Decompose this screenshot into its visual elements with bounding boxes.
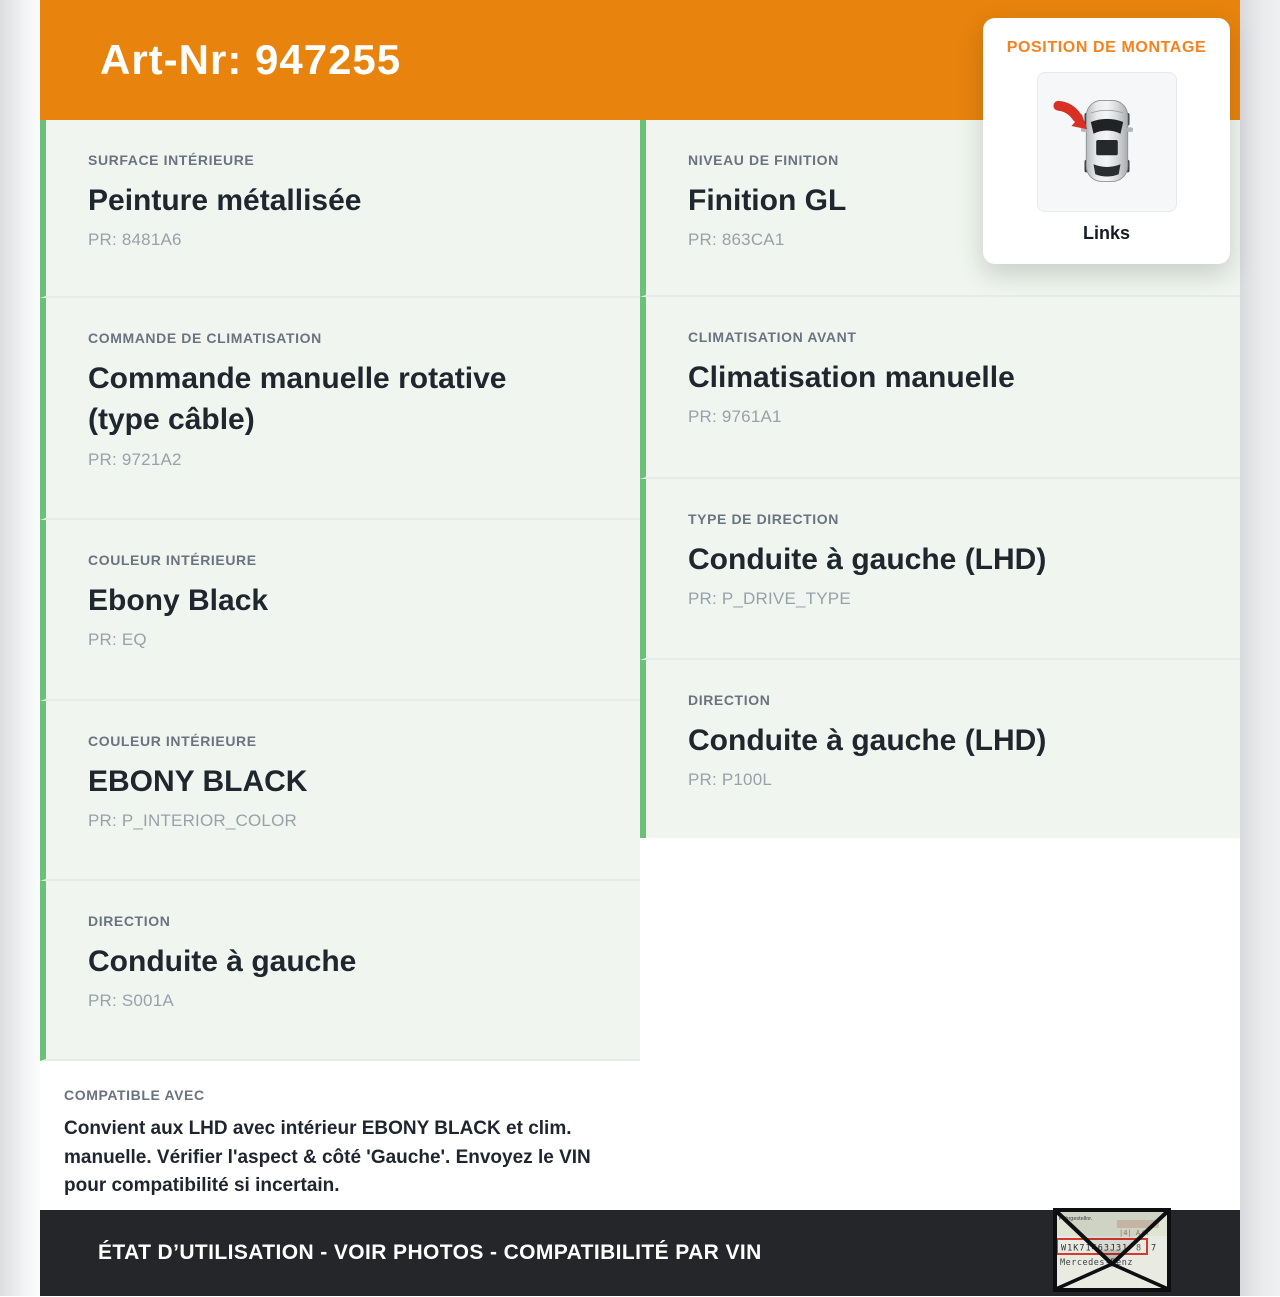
attribute-label: NIVEAU DE FINITION bbox=[688, 152, 839, 168]
envelope-icon bbox=[1053, 1216, 1171, 1296]
compatibility-text: Convient aux LHD avec intérieur EBONY BLACK et clim. manuelle. Vérifier l'aspect & côté 'Gauche'. Envoyez le VIN pour compatibilité si incertain. bbox=[64, 1118, 591, 1196]
attribute-pr-code: PR: P_DRIVE_TYPE bbox=[688, 589, 851, 609]
mounting-position-label: POSITION DE MONTAGE bbox=[1006, 39, 1207, 56]
attribute-card-commande-climatisation bbox=[40, 298, 640, 520]
attribute-card-direction-lhd bbox=[640, 660, 1240, 838]
page-gutter-right bbox=[1240, 0, 1280, 1296]
attribute-pr-code: PR: P100L bbox=[688, 770, 773, 790]
attribute-pr-code: PR: 8481A6 bbox=[88, 230, 182, 250]
attribute-value: Finition GL bbox=[688, 184, 847, 217]
attribute-label: DIRECTION bbox=[88, 913, 171, 929]
attribute-label: SURFACE INTÉRIEURE bbox=[88, 152, 255, 168]
attribute-card-couleur-interieure-2 bbox=[40, 701, 640, 881]
svg-text:Fahrgestellnr.: Fahrgestellnr. bbox=[1059, 1216, 1093, 1222]
attribute-label: CLIMATISATION AVANT bbox=[688, 329, 857, 345]
attribute-value: Commande manuelle rotative (type câble) bbox=[88, 362, 507, 437]
svg-text:8: 8 bbox=[1136, 1243, 1142, 1254]
attribute-card-direction bbox=[40, 881, 640, 1061]
page-gutter-left bbox=[0, 0, 40, 1296]
attribute-value: Conduite à gauche (LHD) bbox=[688, 724, 1047, 757]
attribute-value: Climatisation manuelle bbox=[688, 361, 1015, 394]
car-top-view-icon bbox=[1044, 77, 1170, 208]
attributes-grid bbox=[40, 120, 1240, 1210]
attribute-value: Conduite à gauche bbox=[88, 945, 357, 978]
svg-text:|4| A/A: |4| A/A bbox=[1119, 1229, 1149, 1237]
svg-text:Mercedes-Benz: Mercedes-Benz bbox=[1060, 1258, 1134, 1268]
attribute-label: TYPE DE DIRECTION bbox=[688, 511, 839, 527]
attribute-pr-code: PR: P_INTERIOR_COLOR bbox=[88, 811, 297, 831]
page-title: Art-Nr: 947255 bbox=[100, 36, 402, 83]
attribute-pr-code: PR: S001A bbox=[88, 991, 174, 1011]
attribute-value: Conduite à gauche (LHD) bbox=[688, 543, 1047, 576]
attribute-value: Peinture métallisée bbox=[88, 184, 362, 217]
attribute-card-couleur-interieure-1 bbox=[40, 520, 640, 701]
attributes-column-left bbox=[40, 120, 640, 1210]
attribute-card-surface-interieure bbox=[40, 120, 640, 298]
svg-text:7: 7 bbox=[1151, 1243, 1157, 1254]
attribute-value: Ebony Black bbox=[88, 584, 269, 617]
mounting-position-image-frame bbox=[1037, 72, 1177, 212]
attribute-card-climatisation-avant bbox=[640, 297, 1240, 479]
attribute-label: COULEUR INTÉRIEURE bbox=[88, 552, 257, 568]
attributes-column-right bbox=[640, 120, 1240, 1210]
attribute-pr-code: PR: EQ bbox=[88, 630, 147, 650]
mounting-position-card bbox=[983, 18, 1230, 264]
compatibility-note bbox=[40, 1061, 640, 1206]
svg-text:W1K71463J31: W1K71463J31 bbox=[1061, 1243, 1129, 1254]
attribute-card-type-direction bbox=[640, 479, 1240, 660]
vin-document-envelope bbox=[1053, 1208, 1171, 1292]
attribute-pr-code: PR: 9761A1 bbox=[688, 407, 782, 427]
attribute-label: COULEUR INTÉRIEURE bbox=[88, 733, 257, 749]
mounting-position-value: Links bbox=[1082, 223, 1130, 243]
usage-banner-text: ÉTAT D’UTILISATION - VOIR PHOTOS - COMPATIBILITÉ PAR VIN bbox=[98, 1241, 762, 1264]
attribute-value: EBONY BLACK bbox=[88, 765, 308, 798]
attribute-label: COMMANDE DE CLIMATISATION bbox=[88, 330, 322, 346]
attribute-pr-code: PR: 863CA1 bbox=[688, 230, 785, 250]
compatibility-label: COMPATIBLE AVEC bbox=[64, 1087, 205, 1103]
attribute-pr-code: PR: 9721A2 bbox=[88, 449, 182, 469]
attribute-label: DIRECTION bbox=[688, 692, 771, 708]
